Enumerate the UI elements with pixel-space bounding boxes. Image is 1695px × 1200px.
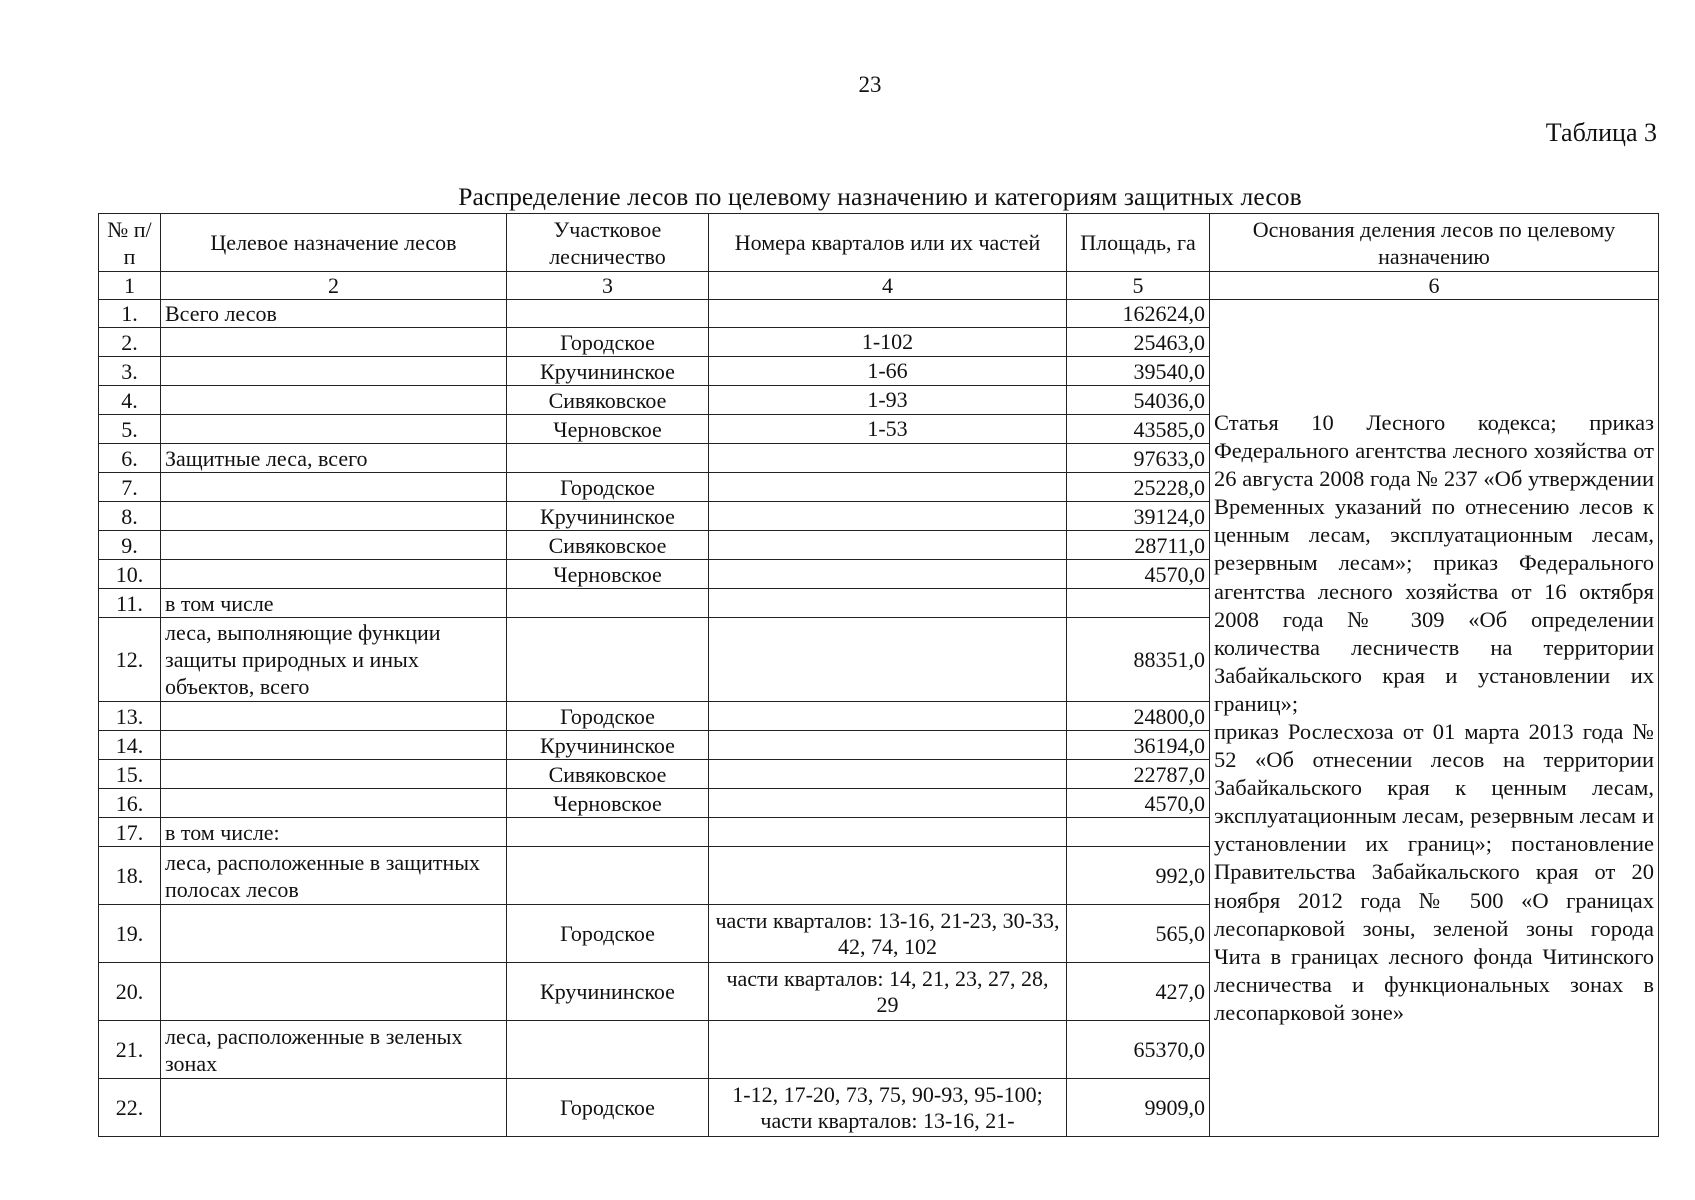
row-area: 43585,0 [1067,415,1210,444]
column-number: 4 [709,272,1067,300]
row-number: 15. [99,760,161,789]
row-number: 7. [99,473,161,502]
column-number-row [99,272,1659,300]
row-area: 25228,0 [1067,473,1210,502]
header-forestry: Участковое лесничество [507,214,709,272]
row-number: 1. [99,300,161,328]
basis-paragraph-2: приказ Рослесхоза от 01 марта 2013 года № 52 «Об отнесении лесов на территории Забайкальского края к ценным лесам, эксплуатационным лесам, резервным лесам и установлении их границ»; постановление Правительства Забайкальского края от 20 ноября 2012 года № 500 «О границах лесопарковой зоны, зеленой зоны города Чита в границах лесного фонда Читинского лесничества и функциональных зонах в лесопарковой зоне» [1214,719,1654,1025]
row-quarters [709,731,1067,760]
table-row [99,300,1659,328]
row-quarters [709,300,1067,328]
row-area: 992,0 [1067,847,1210,905]
row-quarters [709,818,1067,847]
row-area: 162624,0 [1067,300,1210,328]
row-purpose [161,328,507,357]
basis-cell [1210,300,1659,1137]
row-area: 39540,0 [1067,357,1210,386]
row-purpose [161,531,507,560]
row-quarters: 1-12, 17-20, 73, 75, 90-93, 95-100; части кварталов: 13-16, 21- [709,1079,1067,1137]
row-forestry: Кручининское [507,357,709,386]
row-purpose [161,415,507,444]
column-number: 3 [507,272,709,300]
row-quarters [709,760,1067,789]
row-number: 10. [99,560,161,589]
row-quarters [709,473,1067,502]
row-number: 16. [99,789,161,818]
row-forestry: Кручининское [507,502,709,531]
row-forestry: Сивяковское [507,531,709,560]
row-purpose [161,386,507,415]
row-forestry [507,589,709,618]
row-forestry: Городское [507,473,709,502]
row-forestry: Городское [507,905,709,963]
row-quarters [709,589,1067,618]
row-forestry [507,1021,709,1079]
row-purpose [161,473,507,502]
row-number: 9. [99,531,161,560]
row-number: 12. [99,618,161,702]
row-number: 2. [99,328,161,357]
row-number: 8. [99,502,161,531]
row-quarters: 1-93 [709,386,1067,415]
row-forestry: Сивяковское [507,386,709,415]
row-area: 25463,0 [1067,328,1210,357]
header-area: Площадь, га [1067,214,1210,272]
row-quarters: 1-102 [709,328,1067,357]
row-purpose [161,702,507,731]
row-quarters [709,560,1067,589]
row-purpose [161,760,507,789]
row-purpose [161,357,507,386]
row-forestry [507,444,709,473]
row-quarters [709,531,1067,560]
row-forestry [507,618,709,702]
row-forestry: Черновское [507,415,709,444]
row-quarters: 1-53 [709,415,1067,444]
header-quarters: Номера кварталов или их частей [709,214,1067,272]
row-number: 14. [99,731,161,760]
row-quarters: части кварталов: 13-16, 21-23, 30-33, 42, 74, 102 [709,905,1067,963]
row-quarters: части кварталов: 14, 21, 23, 27, 28, 29 [709,963,1067,1021]
row-area: 65370,0 [1067,1021,1210,1079]
table-label: Таблица 3 [1545,118,1657,147]
row-area: 97633,0 [1067,444,1210,473]
row-purpose: леса, выполняющие функции защиты природных и иных объектов, всего [161,618,507,702]
row-area: 39124,0 [1067,502,1210,531]
row-purpose [161,789,507,818]
row-quarters [709,702,1067,731]
row-purpose [161,1079,507,1137]
row-number: 11. [99,589,161,618]
row-quarters [709,618,1067,702]
row-area: 24800,0 [1067,702,1210,731]
column-number: 1 [99,272,161,300]
column-number: 6 [1210,272,1659,300]
row-forestry [507,847,709,905]
row-purpose: леса, расположенные в защитных полосах лесов [161,847,507,905]
row-number: 19. [99,905,161,963]
row-area: 28711,0 [1067,531,1210,560]
row-purpose: Всего лесов [161,300,507,328]
row-number: 4. [99,386,161,415]
row-area: 565,0 [1067,905,1210,963]
row-quarters [709,502,1067,531]
forest-distribution-table [98,213,1659,1137]
row-number: 18. [99,847,161,905]
header-row [99,214,1659,272]
row-purpose: Защитные леса, всего [161,444,507,473]
row-number: 5. [99,415,161,444]
row-quarters [709,847,1067,905]
row-forestry: Черновское [507,560,709,589]
row-purpose [161,905,507,963]
row-purpose: леса, расположенные в зеленых зонах [161,1021,507,1079]
row-number: 6. [99,444,161,473]
header-basis: Основания деления лесов по целевому назначению [1210,214,1659,272]
row-area: 4570,0 [1067,789,1210,818]
row-forestry [507,300,709,328]
column-number: 2 [161,272,507,300]
row-number: 22. [99,1079,161,1137]
row-forestry: Черновское [507,789,709,818]
row-area: 427,0 [1067,963,1210,1021]
row-purpose: в том числе: [161,818,507,847]
row-forestry: Кручининское [507,963,709,1021]
header-purpose: Целевое назначение лесов [161,214,507,272]
row-area: 54036,0 [1067,386,1210,415]
row-area: 22787,0 [1067,760,1210,789]
row-purpose [161,731,507,760]
row-forestry: Кручининское [507,731,709,760]
header-number: № п/п [99,214,161,272]
row-area: 88351,0 [1067,618,1210,702]
row-number: 17. [99,818,161,847]
row-area: 4570,0 [1067,560,1210,589]
row-area [1067,589,1210,618]
basis-paragraph-1: Статья 10 Лесного кодекса; приказ Федерального агентства лесного хозяйства от 26 августа 2008 года № 237 «Об утверждении Временных указаний по отнесению лесов к ценным лесам, эксплуатационным лесам, резервным лесам»; приказ Федерального агентства лесного хозяйства от 16 октября 2008 года № 309 «Об определении количества лесничеств на территории Забайкальского края и установлении их границ»; [1214,409,1654,716]
row-quarters [709,444,1067,473]
row-forestry: Городское [507,702,709,731]
row-purpose [161,502,507,531]
page-number: 23 [858,72,882,97]
row-area: 9909,0 [1067,1079,1210,1137]
row-purpose: в том числе [161,589,507,618]
row-area [1067,818,1210,847]
row-forestry: Городское [507,1079,709,1137]
row-number: 3. [99,357,161,386]
row-quarters [709,1021,1067,1079]
row-quarters [709,789,1067,818]
row-number: 20. [99,963,161,1021]
row-number: 21. [99,1021,161,1079]
row-forestry: Сивяковское [507,760,709,789]
row-number: 13. [99,702,161,731]
row-forestry [507,818,709,847]
table-title: Распределение лесов по целевому назначению и категориям защитных лесов [458,182,1302,211]
row-quarters: 1-66 [709,357,1067,386]
row-purpose [161,963,507,1021]
row-purpose [161,560,507,589]
row-area: 36194,0 [1067,731,1210,760]
column-number: 5 [1067,272,1210,300]
row-forestry: Городское [507,328,709,357]
